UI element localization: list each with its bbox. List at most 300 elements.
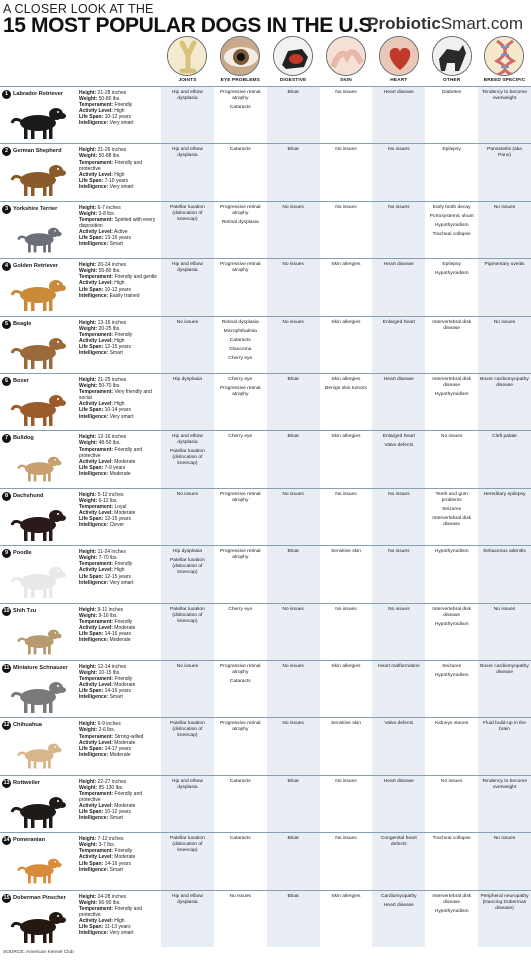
issue-text: Peripheral neuropathy (Dancing Doberman disease) xyxy=(480,893,529,911)
stat-lifespan: Life Span: 10-12 years xyxy=(79,286,131,293)
table-row xyxy=(0,775,531,832)
dog-photo xyxy=(4,675,74,716)
breed-stats xyxy=(79,492,160,529)
issue-text: Bloat xyxy=(287,147,299,153)
dna-icon xyxy=(484,36,524,76)
dog-photo xyxy=(4,388,74,429)
issue-cell xyxy=(372,320,425,329)
stat-intelligence: Intelligence: Smart xyxy=(79,241,123,248)
dog-photo xyxy=(4,847,74,888)
issue-cell xyxy=(214,894,267,903)
table-row xyxy=(0,143,531,200)
issue-cell xyxy=(320,377,373,395)
issue-text: Seizures xyxy=(442,506,462,512)
issue-text: Skin allergies xyxy=(331,262,361,268)
issue-cell xyxy=(372,779,425,788)
issue-text: Intervertebral disk disease xyxy=(432,515,472,527)
issue-text: Cataracts xyxy=(229,836,251,842)
stat-temperament: Temperament: Friendly xyxy=(79,618,133,625)
issue-cell xyxy=(161,147,214,162)
table-row xyxy=(0,832,531,889)
stat-weight: Weight: 6-12 lbs. xyxy=(79,497,118,504)
issue-cell xyxy=(320,549,373,558)
issue-cell xyxy=(267,549,320,558)
issue-text: Kidneys stones xyxy=(435,721,469,727)
issue-text: Patellar luxation (dislocation of kneecap) xyxy=(170,449,205,467)
issue-text: Progressive retinal atrophy xyxy=(220,721,261,733)
issue-text: Hypothyroidism xyxy=(434,271,469,277)
stat-intelligence: Intelligence: Clever xyxy=(79,522,125,529)
skin-icon xyxy=(326,36,366,76)
issue-cell xyxy=(425,147,478,156)
issue-text: No issues xyxy=(282,319,304,325)
stat-intelligence: Intelligence: Easily trained xyxy=(79,292,140,299)
issue-cell xyxy=(161,836,214,857)
stat-intelligence: Intelligence: Smart xyxy=(79,350,123,357)
stat-intelligence: Intelligence: Smart xyxy=(79,815,123,822)
stat-weight: Weight: 10-15 lbs. xyxy=(79,670,121,677)
issue-text: No issues xyxy=(176,319,199,325)
issue-cell xyxy=(161,205,214,226)
issue-text: Hip and elbow dysplasia xyxy=(171,434,203,446)
issue-cell xyxy=(267,721,320,730)
stat-weight: Weight: 50-88 lbs. xyxy=(79,153,121,160)
stat-intelligence: Intelligence: Very smart xyxy=(79,930,134,937)
stat-height: Height: 24-28 inches xyxy=(79,893,127,900)
breed-name: Miniature Schnauzer xyxy=(13,665,68,671)
stat-lifespan: Life Span: 10-12 years xyxy=(79,114,131,121)
issue-cell xyxy=(161,262,214,277)
issue-cell xyxy=(372,664,425,673)
rank-badge: 10 xyxy=(3,607,10,614)
issue-cell xyxy=(161,549,214,579)
stat-height: Height: 6-9 inches xyxy=(79,721,121,728)
issue-text: Seizures xyxy=(442,664,462,669)
issue-cell xyxy=(214,664,267,688)
issue-text: No issues xyxy=(282,606,304,612)
issue-text: Epilepsy xyxy=(442,147,461,153)
issue-cell xyxy=(372,492,425,501)
issue-text: No issues xyxy=(388,549,410,555)
issue-text: Cleft palate xyxy=(492,434,517,440)
issue-cell xyxy=(161,779,214,794)
category-label: SKIN xyxy=(340,78,352,83)
issue-cell xyxy=(320,664,373,673)
stat-weight: Weight: 7-70 lbs. xyxy=(79,555,118,562)
stat-lifespan: Life Span: 13-16 years xyxy=(79,235,131,242)
issue-cell xyxy=(267,262,320,271)
issue-cell xyxy=(478,894,531,915)
issue-text: Glaucoma xyxy=(229,346,252,352)
stat-temperament: Temperament: Strong-willed xyxy=(79,733,144,740)
stat-weight: Weight: 50-80 lbs. xyxy=(79,96,121,103)
table-row xyxy=(0,201,531,258)
stat-activity: Activity Level: High xyxy=(79,401,125,408)
stat-height: Height: 12-16 inches xyxy=(79,434,127,441)
issue-cell xyxy=(320,90,373,99)
issue-cell xyxy=(161,607,214,628)
issue-text: Tracheal collapse xyxy=(432,836,471,842)
issue-text: Intervertebral disk disease xyxy=(432,319,472,331)
stat-temperament: Temperament: Spirited with every disposition xyxy=(79,216,156,230)
issue-cell xyxy=(161,664,214,673)
issue-text: Skin allergies xyxy=(331,319,361,325)
stat-lifespan: Life Span: 7-9 years xyxy=(79,464,126,471)
issue-text: Hypothyroidism xyxy=(434,392,469,397)
issue-text: Heart disease xyxy=(383,90,414,95)
issue-text: Hip and elbow dysplasia xyxy=(171,262,203,274)
issue-text: No issues xyxy=(493,319,516,325)
issue-text: Cherry eye xyxy=(228,434,253,440)
issue-cell xyxy=(267,434,320,443)
rank-badge: 4 xyxy=(2,262,11,271)
breed-name: Labrador Retriever xyxy=(13,91,64,97)
issue-text: Cherry eye xyxy=(228,355,253,361)
stat-temperament: Temperament: Loyal xyxy=(79,503,127,510)
stat-activity: Activity Level: High xyxy=(79,171,125,178)
stat-height: Height: 11-24 inches xyxy=(79,549,126,556)
issue-text: Congenital heart defects xyxy=(380,836,417,848)
issue-cell xyxy=(478,262,531,271)
issue-cell xyxy=(478,721,531,736)
rank-badge: 15 xyxy=(3,894,10,901)
stat-lifespan: Life Span: 12-15 years xyxy=(79,573,131,580)
breed-stats xyxy=(79,377,160,420)
issue-cell xyxy=(372,721,425,730)
issue-text: Hypothyroidism xyxy=(434,908,469,914)
stat-height: Height: 12-14 inches xyxy=(79,664,127,670)
issue-text: Hypothyroidism xyxy=(434,673,469,678)
issue-text: Progressive retinal atrophy xyxy=(220,491,261,503)
category-eye-problems xyxy=(214,36,267,86)
other-icon xyxy=(432,36,472,76)
breed-stats xyxy=(79,147,160,190)
issue-cell xyxy=(425,664,478,682)
issue-text: Diabetes xyxy=(442,90,462,95)
rank-badge: 11 xyxy=(3,665,10,671)
stat-height: Height: 21-26 inches xyxy=(79,147,127,154)
issue-text: No issues xyxy=(493,204,516,210)
heart-icon xyxy=(379,36,419,76)
issue-text: Portosystemic shunt xyxy=(429,213,474,219)
issue-text: Progressive retinal atrophy xyxy=(220,204,261,216)
breed-name: Beagle xyxy=(13,320,32,327)
stat-height: Height: 5-12 inches xyxy=(79,491,124,498)
dog-photo xyxy=(4,331,74,372)
stat-activity: Activity Level: Moderate xyxy=(79,854,136,861)
rank-badge: 9 xyxy=(2,549,11,558)
stat-activity: Activity Level: Moderate xyxy=(79,458,136,465)
issue-text: Progressive retinal atrophy xyxy=(220,549,261,561)
issue-cell xyxy=(214,262,267,277)
category-label: JOINTS xyxy=(178,78,197,83)
issue-cell xyxy=(214,549,267,564)
breed-name: Doberman Pinscher xyxy=(13,894,66,901)
category-skin xyxy=(320,36,373,86)
stat-temperament: Temperament: Very friendly and social xyxy=(79,389,152,402)
table-row xyxy=(0,890,531,947)
issue-text: No issues xyxy=(493,836,516,842)
table-row xyxy=(0,86,531,143)
issue-text: No issues xyxy=(176,491,199,497)
issue-cell xyxy=(267,894,320,903)
dog-photo xyxy=(4,101,74,142)
breed-stats xyxy=(79,262,160,299)
issue-text: Cataracts xyxy=(229,105,251,110)
issue-text: No issues xyxy=(335,90,357,95)
stat-weight: Weight: 2-6 lbs. xyxy=(79,727,116,734)
category-joints xyxy=(161,36,214,86)
breed-name: Dachshund xyxy=(13,492,44,499)
table-row xyxy=(0,258,531,315)
eye-icon xyxy=(220,36,260,76)
category-label: BREED SPECIFIC xyxy=(483,78,526,83)
dog-photo xyxy=(4,273,74,314)
issue-cell xyxy=(372,377,425,386)
issue-text: Microphthalmia xyxy=(223,328,257,334)
issue-text: No issues xyxy=(440,434,463,440)
breed-name: Rottweiler xyxy=(13,779,41,786)
issue-cell xyxy=(320,894,373,903)
issue-text: Heart malformation xyxy=(378,664,420,669)
issue-cell xyxy=(372,836,425,851)
stat-intelligence: Intelligence: Smart xyxy=(79,694,123,701)
issue-text: Fluid build-up in the brain xyxy=(483,721,526,733)
rank-badge: 13 xyxy=(3,779,10,786)
issue-text: No issues xyxy=(493,606,516,612)
stat-lifespan: Life Span: 7-10 years xyxy=(79,177,129,184)
breed-name: Boxer xyxy=(13,378,29,384)
dog-photo xyxy=(4,503,74,544)
issue-cell xyxy=(267,90,320,99)
rank-badge: 1 xyxy=(2,90,11,99)
issue-cell xyxy=(478,607,531,616)
stat-height: Height: 22-27 inches xyxy=(79,778,127,785)
issue-cell xyxy=(320,779,373,788)
issue-text: Enlarged heart xyxy=(382,434,415,440)
issue-cell xyxy=(214,320,267,365)
issue-cell xyxy=(214,205,267,229)
breed-name: Poodle xyxy=(13,550,32,557)
issue-text: No issues xyxy=(335,204,357,210)
stat-height: Height: 13-16 inches xyxy=(79,319,127,326)
issue-text: Progressive retinal atrophy xyxy=(220,262,261,274)
stat-intelligence: Intelligence: Very smart xyxy=(79,183,134,190)
issue-text: No issues xyxy=(388,491,410,497)
issue-text: No issues xyxy=(282,664,304,669)
issue-cell xyxy=(372,549,425,558)
stat-temperament: Temperament: Friendly xyxy=(79,676,133,683)
stat-activity: Activity Level: High xyxy=(79,917,125,924)
issue-text: Bloat xyxy=(287,893,299,899)
table-row xyxy=(0,316,531,373)
stat-activity: Activity Level: Moderate xyxy=(79,682,136,689)
issue-text: Sebaceous adenitis xyxy=(483,549,526,555)
breed-name: Golden Retriever xyxy=(13,263,59,270)
dog-photo xyxy=(4,905,74,946)
category-label: EYE PROBLEMS xyxy=(220,78,260,83)
rank-badge: 2 xyxy=(2,147,11,156)
issue-text: Cataracts xyxy=(229,778,251,784)
issue-text: Patellar luxation (dislocation of kneecap) xyxy=(170,721,205,739)
stat-temperament: Temperament: Friendly and gentle xyxy=(79,274,158,281)
issue-cell xyxy=(214,147,267,156)
breed-name: Pomeranian xyxy=(13,837,46,844)
stat-activity: Activity Level: Moderate xyxy=(79,803,136,810)
issue-cell xyxy=(320,205,373,214)
issue-text: Boxer cardiomyopathy disease xyxy=(480,664,529,675)
issue-cell xyxy=(425,607,478,631)
stat-intelligence: Intelligence: Very smart xyxy=(79,120,134,127)
stat-temperament: Temperament: Friendly xyxy=(79,848,133,855)
stat-temperament: Temperament: Friendly xyxy=(79,561,133,568)
dog-photo xyxy=(4,618,74,659)
issue-cell xyxy=(372,205,425,214)
issue-text: Cherry eye xyxy=(228,377,253,382)
issue-text: Hip and elbow dysplasia xyxy=(171,147,203,159)
issue-cell xyxy=(372,262,425,271)
breed-stats xyxy=(79,434,160,477)
issue-text: No issues xyxy=(282,262,304,268)
issue-cell xyxy=(267,147,320,156)
issue-text: Early tooth decay xyxy=(432,204,471,210)
stat-weight: Weight: 20-25 lbs. xyxy=(79,325,121,332)
category-heart xyxy=(372,36,425,86)
issue-text: Bloat xyxy=(287,90,299,95)
issue-cell xyxy=(478,320,531,329)
issue-cell xyxy=(478,147,531,162)
issue-cell xyxy=(267,607,320,616)
issue-text: No issues xyxy=(282,721,304,727)
issue-text: Hip dysplasia xyxy=(172,549,202,555)
stat-height: Height: 7-12 inches xyxy=(79,836,124,843)
digestive-icon xyxy=(273,36,313,76)
dog-photo xyxy=(4,790,74,831)
rank-badge: 3 xyxy=(2,205,11,214)
stat-temperament: Temperament: Friendly xyxy=(79,102,133,109)
stat-lifespan: Life Span: 14-16 years xyxy=(79,688,131,695)
issue-text: No issues xyxy=(335,147,357,153)
stat-activity: Activity Level: Moderate xyxy=(79,739,136,746)
issue-cell xyxy=(161,434,214,470)
table-row xyxy=(0,373,531,430)
stat-height: Height: 21-25 inches xyxy=(79,377,127,383)
issue-cell xyxy=(425,549,478,558)
issue-cell xyxy=(425,90,478,99)
issue-cell xyxy=(267,377,320,386)
rank-badge: 14 xyxy=(3,837,10,844)
issue-text: Cataracts xyxy=(229,679,251,684)
stat-weight: Weight: 85-130 lbs. xyxy=(79,784,124,791)
category-breed-specific xyxy=(478,36,531,86)
breed-stats xyxy=(79,721,160,758)
stat-intelligence: Intelligence: Moderate xyxy=(79,751,131,758)
issue-cell xyxy=(267,779,320,788)
issue-text: Sensitive skin xyxy=(331,721,361,727)
issue-text: Hip dysplasia xyxy=(172,377,202,382)
issue-cell xyxy=(425,320,478,335)
stat-temperament: Temperament: Friendly xyxy=(79,331,133,338)
issue-text: Epilepsy xyxy=(442,262,461,268)
issue-cell xyxy=(320,607,373,616)
table-row xyxy=(0,717,531,774)
issue-cell xyxy=(478,434,531,443)
issue-text: Cataracts xyxy=(229,337,251,343)
issue-text: Heart disease xyxy=(383,377,414,382)
issue-text: Hereditary epilepsy xyxy=(483,491,526,497)
issue-cell xyxy=(425,377,478,401)
issue-cell xyxy=(478,549,531,558)
issue-text: Progressive retinal atrophy xyxy=(220,90,261,101)
issue-cell xyxy=(267,492,320,501)
breed-name: Shih Tzu xyxy=(13,607,37,614)
stat-weight: Weight: 55-80 lbs. xyxy=(79,268,121,275)
issue-cell xyxy=(478,90,531,105)
issue-text: Sensitive skin xyxy=(331,549,361,555)
breed-stats xyxy=(79,320,160,357)
issue-cell xyxy=(320,721,373,730)
issue-text: No issues xyxy=(335,491,357,497)
issue-cell xyxy=(425,205,478,241)
stat-activity: Activity Level: Moderate xyxy=(79,510,136,517)
issue-cell xyxy=(478,205,531,214)
issue-text: No issues xyxy=(440,778,463,784)
issue-text: Patellar luxation (dislocation of kneecap) xyxy=(170,558,205,576)
category-other xyxy=(425,36,478,86)
rank-badge: 7 xyxy=(2,434,11,443)
issue-cell xyxy=(214,836,267,845)
stat-activity: Activity Level: High xyxy=(79,337,125,344)
issue-text: Patellar luxation (dislocation of kneecap) xyxy=(170,204,205,222)
stat-lifespan: Life Span: 14-16 years xyxy=(79,630,131,637)
issue-cell xyxy=(267,664,320,673)
dog-photo xyxy=(4,560,74,601)
stat-intelligence: Intelligence: Very smart xyxy=(79,579,134,586)
issue-cell xyxy=(214,721,267,736)
stat-weight: Weight: 50-70 lbs. xyxy=(79,383,121,390)
table-row xyxy=(0,488,531,545)
issue-text: Intervertebral disk disease xyxy=(432,377,472,388)
issue-cell xyxy=(267,205,320,214)
issue-cell xyxy=(320,836,373,845)
stat-weight: Weight: 66-90 lbs. xyxy=(79,899,121,906)
issue-text: Patellar luxation (dislocation of kneecap) xyxy=(170,836,205,854)
stat-temperament: Temperament: Friendly and protective xyxy=(79,905,142,918)
issue-text: No issues xyxy=(335,778,357,784)
issue-text: No issues xyxy=(282,204,304,210)
issue-cell xyxy=(425,836,478,845)
breed-stats xyxy=(79,549,160,586)
rank-badge: 6 xyxy=(2,377,11,386)
stat-weight: Weight: 3-8 lbs. xyxy=(79,210,116,217)
issue-cell xyxy=(372,894,425,912)
stat-height: Height: 20-24 inches xyxy=(79,262,127,269)
breed-stats xyxy=(79,894,160,937)
stat-lifespan: Life Span: 11-13 years xyxy=(79,924,131,931)
issue-cell xyxy=(425,894,478,918)
issue-cell xyxy=(372,147,425,156)
joints-icon xyxy=(167,36,207,76)
issue-cell xyxy=(214,779,267,788)
issue-text: Hip and elbow dysplasia xyxy=(171,90,203,101)
issue-text: Heart disease xyxy=(383,902,414,908)
issue-text: Tendency to become overweight xyxy=(481,90,528,101)
stat-intelligence: Intelligence: Very smart xyxy=(79,413,134,420)
issue-text: No issues xyxy=(282,491,304,497)
issue-cell xyxy=(161,721,214,742)
source-note: SOURCE: American Kennel Club xyxy=(3,950,74,955)
stat-activity: Activity Level: High xyxy=(79,280,125,287)
